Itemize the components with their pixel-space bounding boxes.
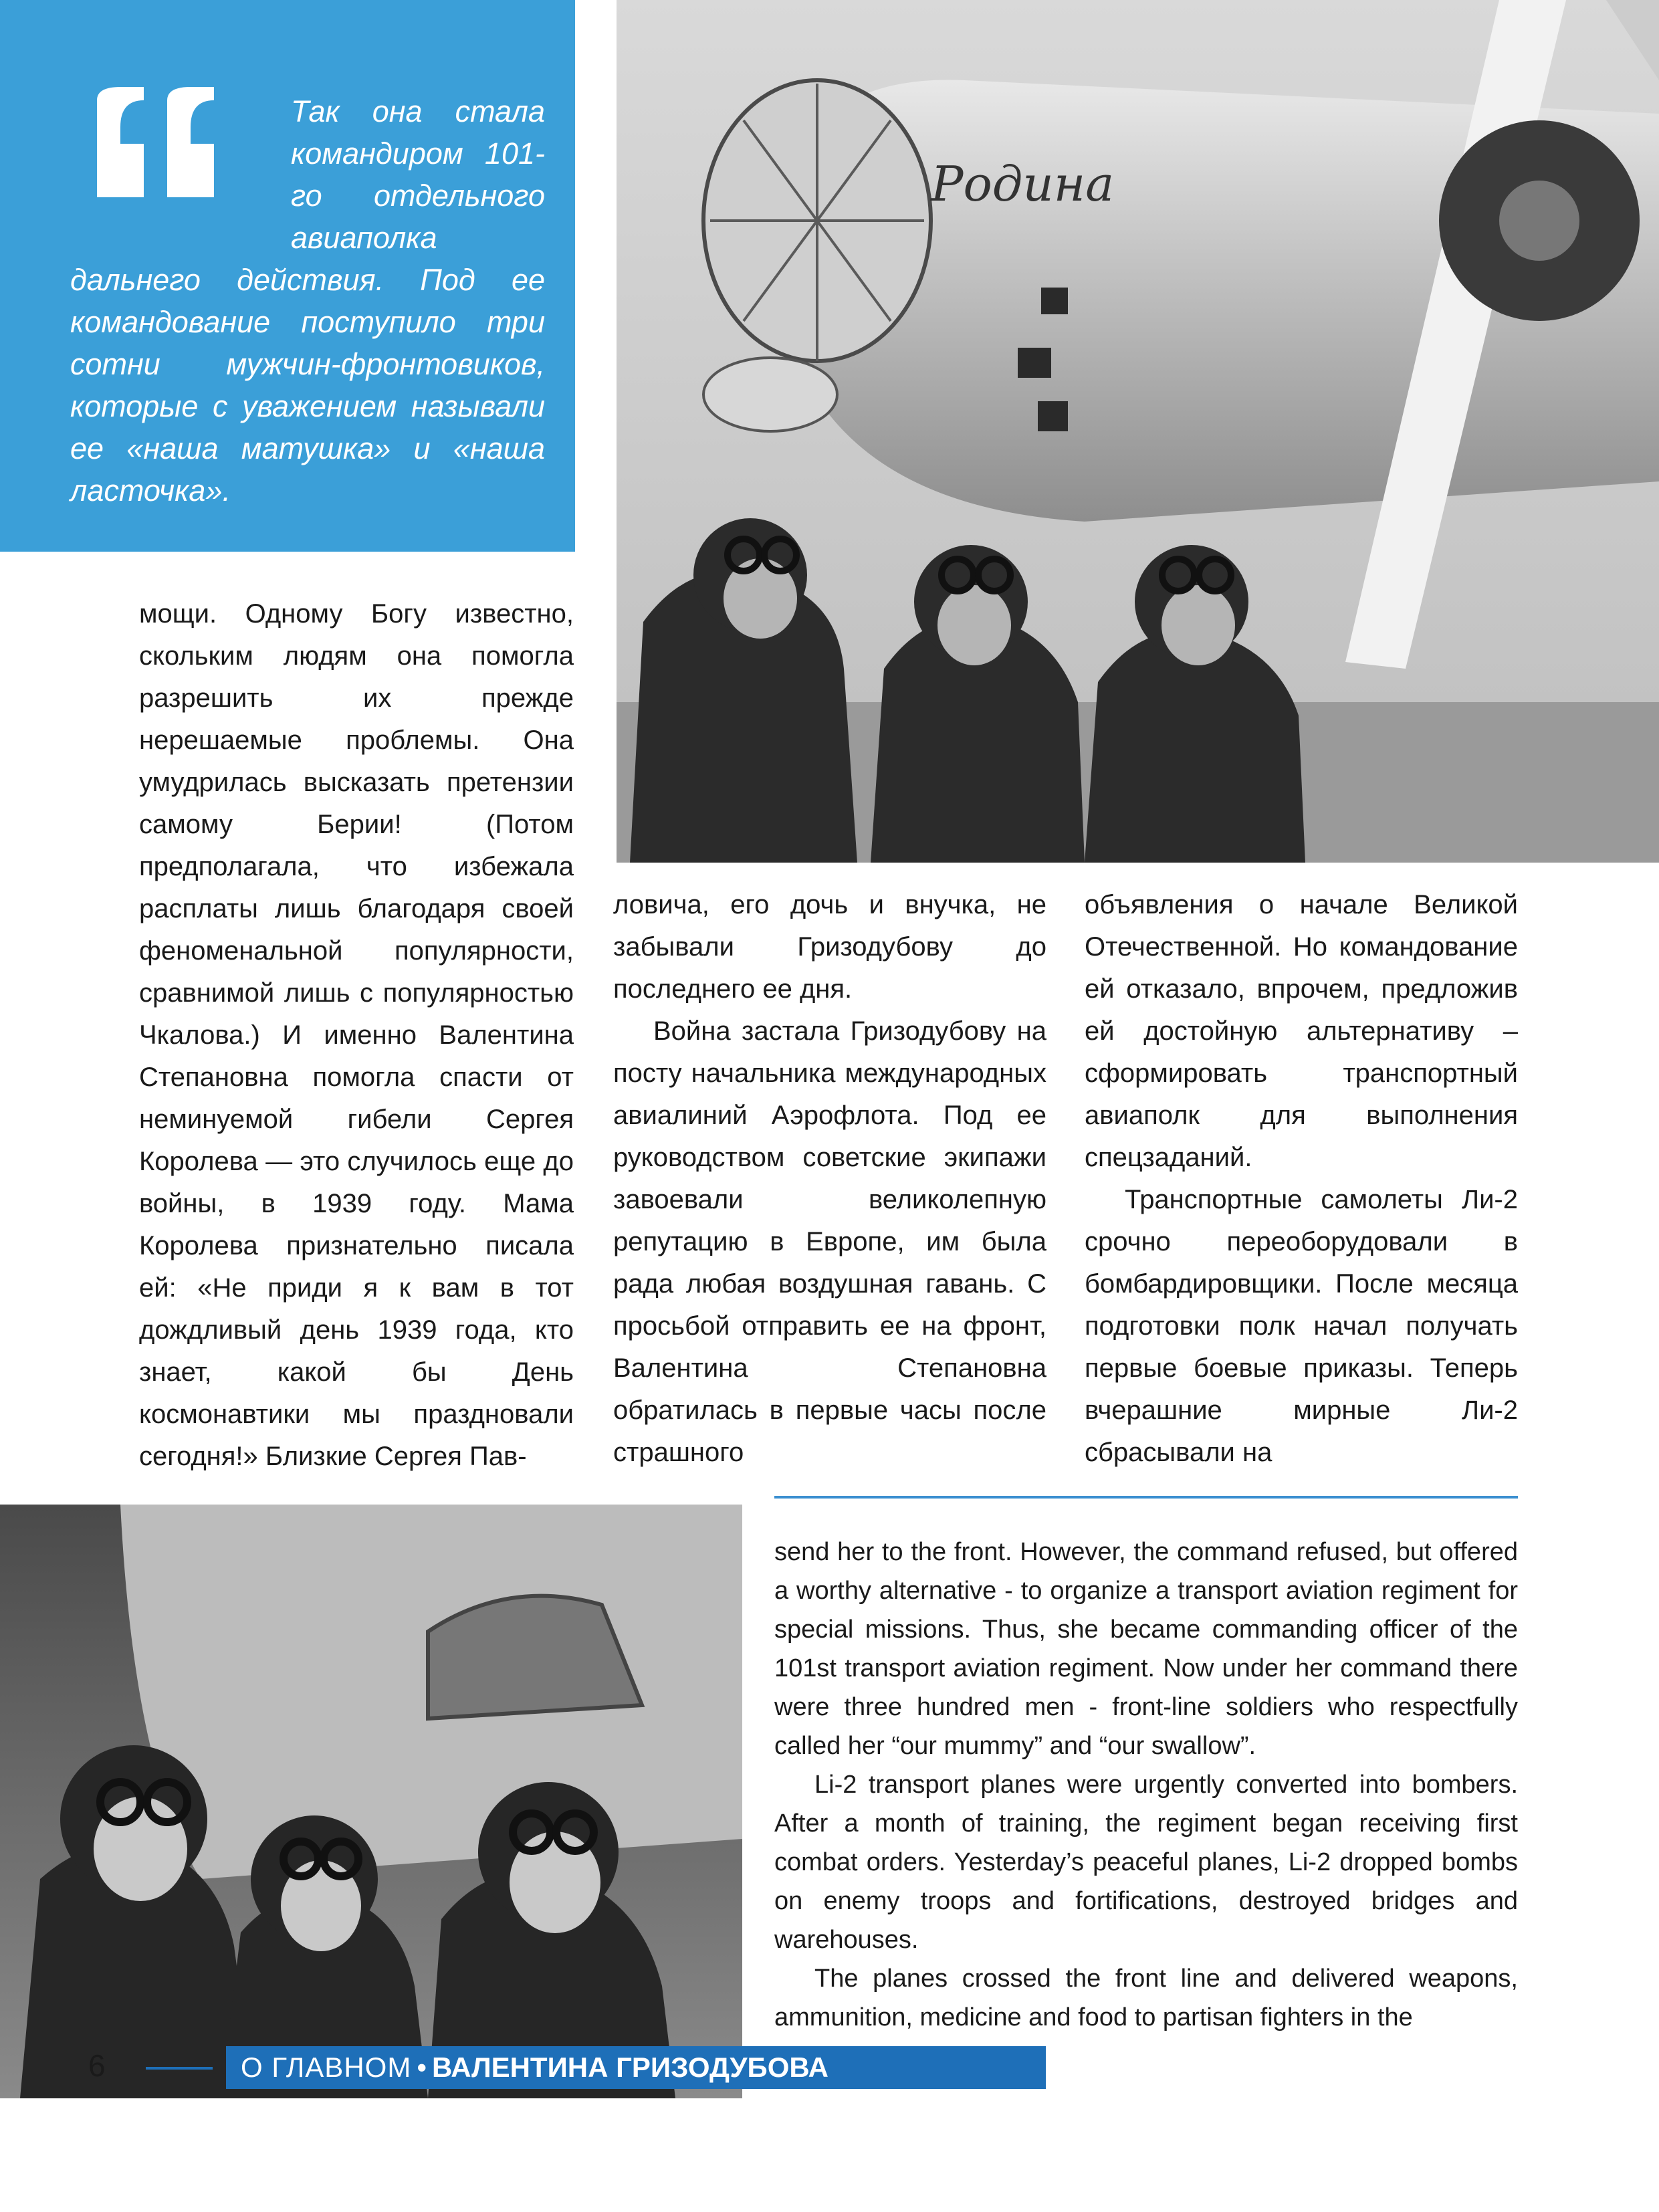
article-paragraph: Li-2 transport planes were urgently converted into bombers. After a month of training, the regiment began receiving first combat orders. Yesterday’s peaceful planes, Li-2 dropped bombs on enemy troops and fortifications, destroyed bridges and warehouses. (774, 1771, 1518, 1954)
article-paragraph: Война застала Гризодубову на посту начальника международных авиалиний Аэрофлота. Под ее руководством советские экипажи завоевали великолепную репутацию в Европе, им была рада любая воздушная гавань. С просьбой отправить ее на фронт, Валентина Степановна обратилась в первые часы после страшного (613, 1016, 1046, 1467)
plane-inscription: Родина (931, 156, 1115, 212)
article-english (774, 1533, 1518, 2037)
running-footer (226, 2046, 1046, 2089)
footer-bullet: • (417, 2052, 427, 2083)
pull-quote-text: Так она стала командиром 101-го отдельного авиаполка дальнего действия. Под ее командование поступило три сотни мужчин-фронтовиков, которые с уважением называли ее «наша матушка» и «наша ласточка». (70, 94, 545, 508)
article-paragraph: Транспортные самолеты Ли-2 срочно переоборудовали в бомбардировщики. После месяца подготовки полк начал получать первые боевые приказы. Теперь вчерашние мирные Ли-2 сбрасывали на (1085, 1185, 1518, 1467)
article-paragraph: объявления о начале Великой Отечественной. Но командование ей отказало, впрочем, предложив ей достойную альтернативу – сформировать транспортный авиаполк для выполнения спецзаданий. (1085, 890, 1518, 1172)
article-column-3 (1085, 884, 1518, 1474)
article-paragraph: мощи. Одному Богу известно, скольким людям она помогла разрешить их прежде нерешаемые проблемы. Она умудрилась высказать претензии самому Берии! (Потом предполагала, что избежала расплаты лишь благодаря своей феноменальной популярности, сравнимой лишь с популярностью Чкалова.) И именно Валентина Степановна помогла спасти от неминуемой гибели Сергея Королева — это случилось еще до войны, в 1939 году. Мама Королева признательно писала ей: «Не приди я к вам в тот дождливый день 1939 года, кто знает, какой бы День космонавтики мы праздновали сегодня!» Близкие Сергея Пав- (139, 599, 574, 1471)
article-column-2 (613, 884, 1046, 1474)
footer-article-title: ВАЛЕНТИНА ГРИЗОДУБОВА (432, 2052, 828, 2083)
article-paragraph: ловича, его дочь и внучка, не забывали Гризодубову до последнего ее дня. (613, 890, 1046, 1004)
footer-rule (146, 2067, 213, 2070)
footer-section: О ГЛАВНОМ (241, 2052, 412, 2083)
article-column-1 (139, 593, 574, 1478)
article-paragraph: The planes crossed the front line and delivered weapons, ammunition, medicine and food to partisan fighters in the (774, 1965, 1518, 2031)
article-paragraph: send her to the front. However, the command refused, but offered a worthy alternative - to organize a transport aviation regiment for special missions. Thus, she became commanding officer of the 101st transport aviation regiment. Now under her command there were three hundred men - front-line soldiers who respectfully called her “our mummy” and “our swallow”. (774, 1538, 1518, 1760)
page-number: 6 (88, 2048, 106, 2083)
photo-pilots-rodina (617, 0, 1659, 863)
photo-three-pilots (0, 1505, 742, 2098)
section-divider (774, 1496, 1518, 1499)
